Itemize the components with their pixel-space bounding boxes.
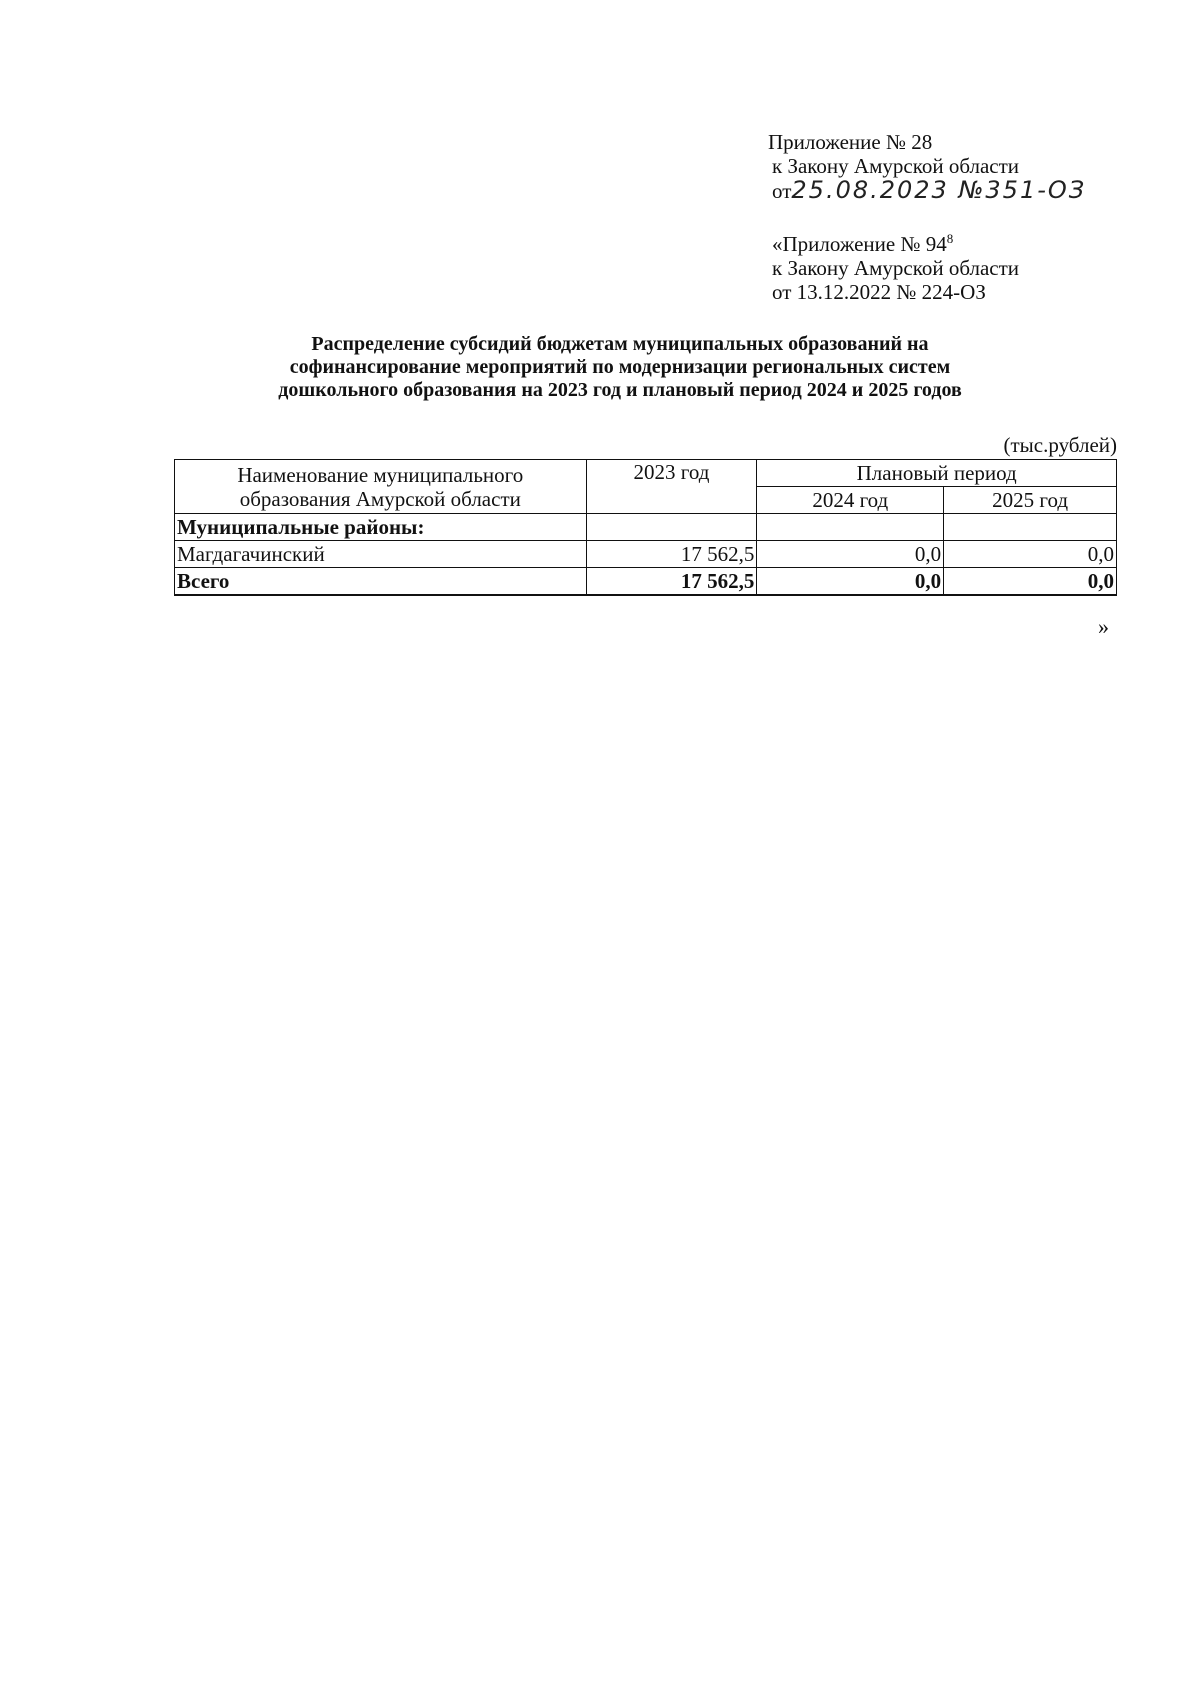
row-value-2023: 17 562,5 xyxy=(586,541,757,568)
header-plan-period-cell: Плановый период xyxy=(757,460,1117,487)
law-reference: к Закону Амурской области xyxy=(772,154,1020,178)
total-value-2024: 0,0 xyxy=(757,568,944,596)
total-value-2025: 0,0 xyxy=(944,568,1117,596)
header-2023-cell: 2023 год xyxy=(586,460,757,514)
title-line-2: софинансирование мероприятий по модернизации региональных систем xyxy=(289,356,951,378)
header-2025-cell: 2025 год xyxy=(944,487,1117,514)
subsidy-table xyxy=(174,459,1117,596)
appendix-header xyxy=(768,130,1086,203)
section-row xyxy=(175,514,1117,541)
original-law-date: от 13.12.2022 № 224-ОЗ xyxy=(772,280,986,304)
closing-quote: » xyxy=(1098,614,1109,639)
units-label: (тыс.рублей) xyxy=(1003,433,1117,457)
document-title xyxy=(160,333,1080,402)
appendix-superscript: 8 xyxy=(946,231,954,246)
row-value-2024: 0,0 xyxy=(757,541,944,568)
handwritten-date: 25.08.2023 №351-ОЗ xyxy=(791,176,1087,204)
original-appendix-header xyxy=(772,232,1019,304)
title-line-1: Распределение субсидий бюджетам муниципальных образований на xyxy=(311,333,929,355)
total-value-2023: 17 562,5 xyxy=(586,568,757,596)
section-label: Муниципальные районы: xyxy=(175,514,587,541)
total-row xyxy=(175,568,1117,596)
title-line-3: дошкольного образования на 2023 год и плановый период 2024 и 2025 годов xyxy=(278,379,962,401)
total-label: Всего xyxy=(175,568,587,596)
appendix-number: Приложение № 28 xyxy=(768,130,933,154)
header-2024-cell: 2024 год xyxy=(757,487,944,514)
original-law-reference: к Закону Амурской области xyxy=(772,256,1020,280)
header-name-cell: Наименование муниципального образования Амурской области xyxy=(175,460,587,514)
row-name: Магдагачинский xyxy=(175,541,587,568)
original-appendix-number: «Приложение № $94^8$ xyxy=(772,231,954,256)
row-value-2025: 0,0 xyxy=(944,541,1117,568)
table-header-row xyxy=(175,460,1117,487)
law-date-line xyxy=(768,178,1086,203)
date-prefix: от xyxy=(772,179,792,203)
table-row xyxy=(175,541,1117,568)
